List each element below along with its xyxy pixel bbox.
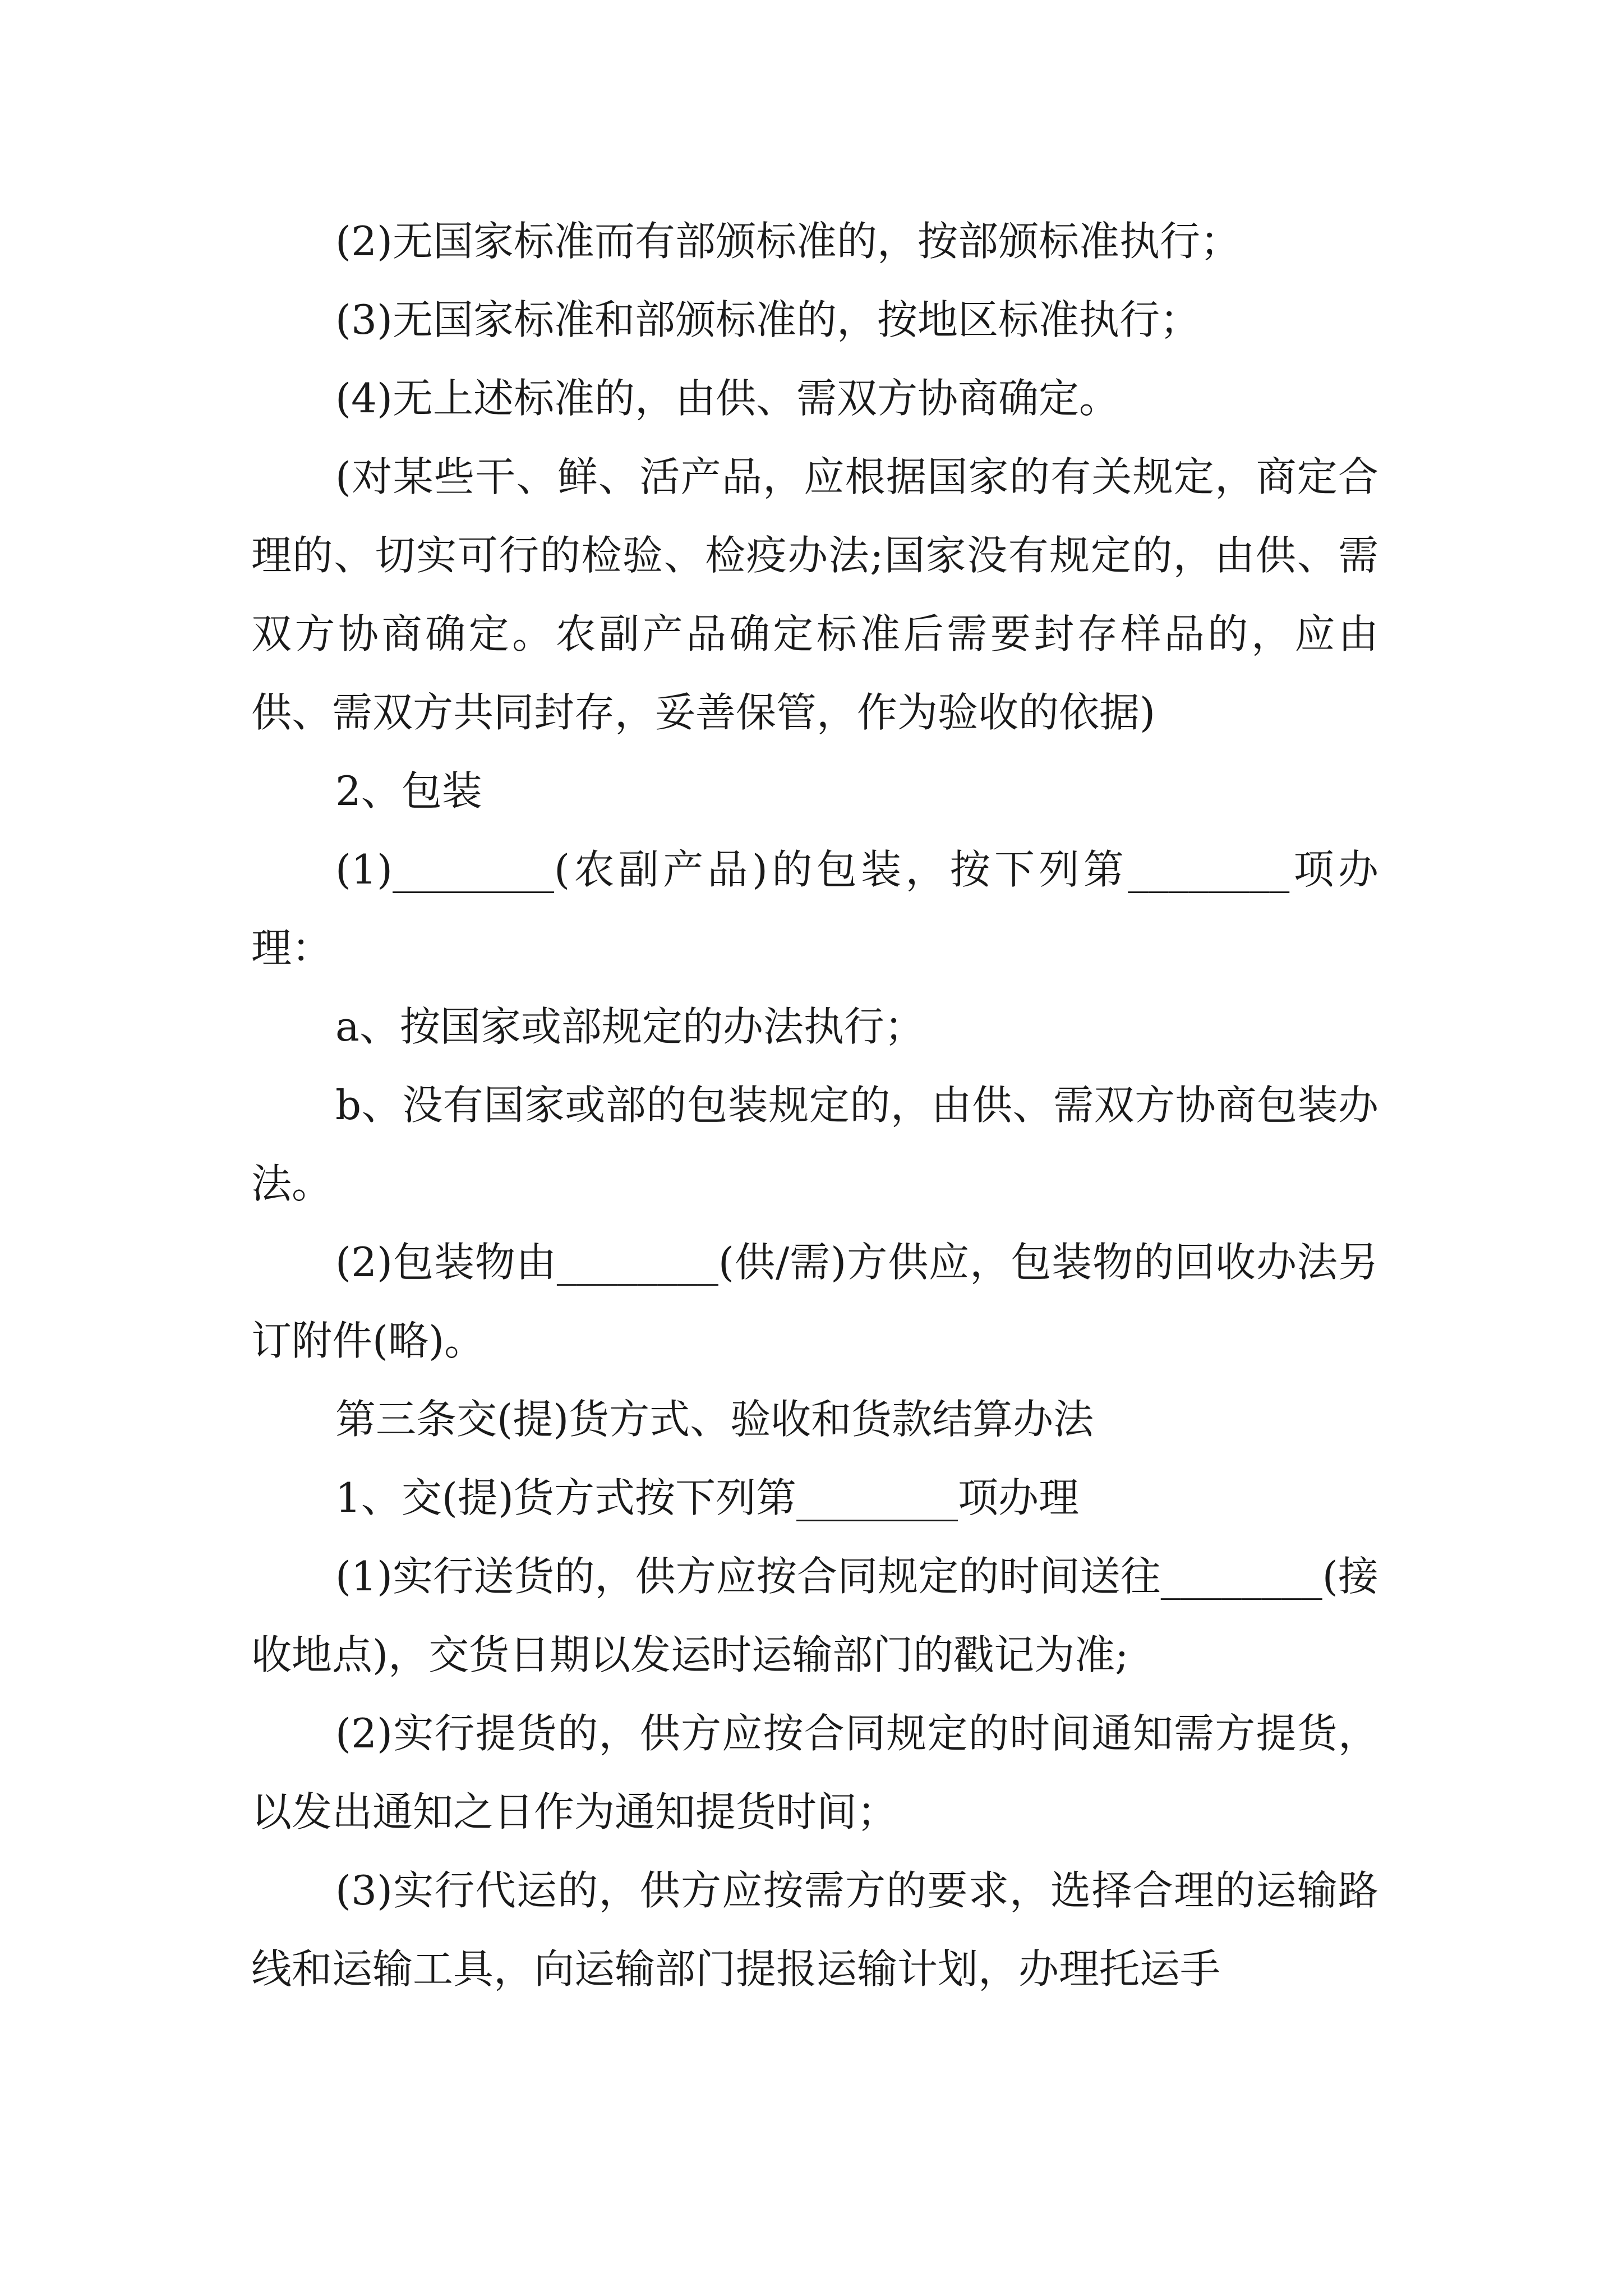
section-heading-packaging: 2、包装 [335,767,482,815]
paragraph-packaging-option-a: a、按国家或部规定的办法执行； [335,1003,925,1050]
paragraph-packaging-supply: (2)包装物由________(供/需)方供应，包装物的回收办法另订附件(略)。 [251,1239,1378,1364]
paragraph-delivery-option-3: (3)实行代运的，供方应按需方的要求，选择合理的运输路线和运输工具，向运输部门提报运输计划，办理托运手 [251,1867,1378,1993]
paragraph-packaging-method: (1)________(农副产品)的包装，按下列第________项办理： [251,846,1378,972]
paragraph-standard-regional: (3)无国家标准和部颁标准的，按地区标准执行； [335,296,1200,343]
paragraph-delivery-option-2: (2)实行提货的，供方应按合同规定的时间通知需方提货，以发出通知之日作为通知提货时间； [251,1710,1378,1835]
paragraph-delivery-option-1: (1)实行送货的，供方应按合同规定的时间送往________(接收地点)，交货日期以发运时运输部门的戳记为准; [251,1553,1378,1678]
article-heading-delivery: 第三条交(提)货方式、验收和货款结算办法 [335,1396,1094,1443]
paragraph-standard-ministry: (2)无国家标准而有部颁标准的，按部颁标准执行； [335,218,1241,265]
paragraph-delivery-method: 1、交(提)货方式按下列第________项办理 [335,1474,1079,1521]
paragraph-packaging-option-b: b、没有国家或部的包装规定的，由供、需双方协商包装办法。 [251,1082,1378,1207]
paragraph-standard-negotiated: (4)无上述标准的，由供、需双方协商确定。 [335,375,1119,422]
paragraph-fresh-products-note: (对某些干、鲜、活产品，应根据国家的有关规定，商定合理的、切实可行的检验、检疫办法;国家没有规定的，由供、需双方协商确定。农副产品确定标准后需要封存样品的，应由供、需双方共同封存，妥善保管，作为验收的依据) [251,453,1378,736]
document-body [251,202,1378,2008]
